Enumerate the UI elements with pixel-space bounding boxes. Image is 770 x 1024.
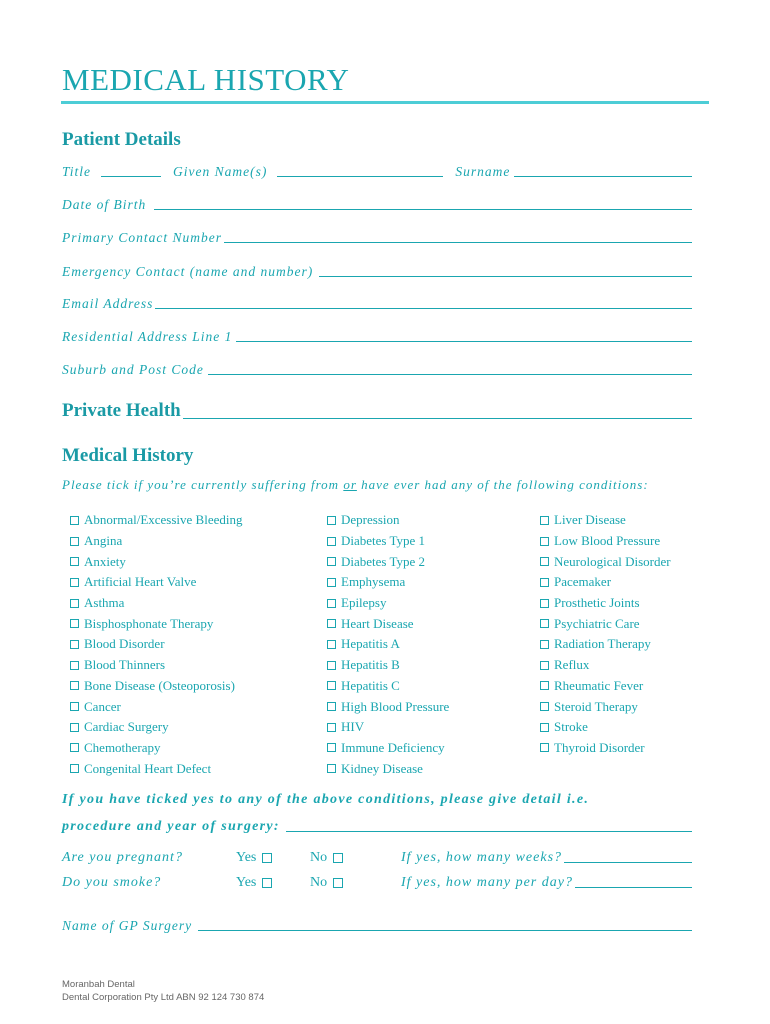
detail-instruction: If you have ticked yes to any of the above conditions, please give detail i.e. [62,792,590,807]
condition-label: Liver Disease [554,512,626,528]
pregnant-yes-checkbox[interactable] [262,853,272,863]
condition-checkbox[interactable] [327,681,336,690]
smoke-yes-checkbox[interactable] [262,878,272,888]
condition-label: Pacemaker [554,574,612,590]
condition-label: Emphysema [341,574,406,590]
smoke-yes[interactable] [236,875,272,891]
condition-label: Neurological Disorder [554,553,671,569]
private-health-row [62,400,692,422]
condition-item[interactable] [540,613,671,634]
condition-checkbox[interactable] [540,723,549,732]
condition-checkbox[interactable] [540,743,549,752]
primary-contact-field[interactable] [224,241,692,243]
condition-checkbox[interactable] [70,640,79,649]
pregnant-followup [401,850,692,866]
surname-field[interactable] [514,175,692,177]
pregnant-no-label: No [310,850,328,865]
condition-item[interactable] [327,655,449,676]
condition-item[interactable] [70,531,243,552]
condition-label: Chemotherapy [84,739,161,755]
condition-item[interactable] [540,655,671,676]
condition-checkbox[interactable] [327,743,336,752]
page-title: MEDICAL HISTORY [62,62,350,97]
smoke-followup-label: If yes, how many per day? [401,875,573,890]
pregnant-weeks-field[interactable] [564,862,692,863]
condition-item[interactable] [70,655,243,676]
condition-item[interactable] [327,676,449,697]
condition-item[interactable] [70,510,243,531]
given-name-field[interactable] [277,176,443,177]
condition-checkbox[interactable] [327,640,336,649]
condition-label: Steroid Therapy [554,698,638,714]
condition-item[interactable] [327,696,449,717]
condition-checkbox[interactable] [70,743,79,752]
condition-item[interactable] [327,593,449,614]
condition-checkbox[interactable] [327,599,336,608]
condition-label: Diabetes Type 2 [341,553,426,569]
condition-item[interactable] [70,676,243,697]
condition-checkbox[interactable] [327,619,336,628]
condition-checkbox[interactable] [70,681,79,690]
condition-label: Artificial Heart Valve [84,574,197,590]
emergency-contact-field[interactable] [319,275,692,277]
condition-checkbox[interactable] [70,537,79,546]
condition-item[interactable] [70,634,243,655]
address-field[interactable] [236,340,692,342]
condition-checkbox[interactable] [540,681,549,690]
condition-label: Anxiety [84,553,126,569]
condition-item[interactable] [70,593,243,614]
conditions-column-3 [540,510,671,758]
condition-label: Depression [341,512,400,528]
pregnant-no[interactable] [310,850,343,866]
condition-label: Bone Disease (Osteoporosis) [84,677,235,693]
condition-item[interactable] [327,758,449,779]
condition-label: Epilepsy [341,595,387,611]
instruction-text-1: Please tick if you’re currently suffering from [62,477,344,492]
dob-row [62,195,692,213]
pregnant-yes[interactable] [236,850,272,866]
condition-label: Blood Thinners [84,657,166,673]
condition-item[interactable] [70,572,243,593]
pregnant-followup-label: If yes, how many weeks? [401,850,563,865]
surname-label: Surname [455,164,511,179]
address-row [62,327,692,345]
condition-checkbox[interactable] [540,557,549,566]
smoke-no[interactable] [310,875,343,891]
condition-checkbox[interactable] [70,661,79,670]
condition-label: Cancer [84,698,121,714]
suburb-label: Suburb and Post Code [62,362,204,377]
condition-checkbox[interactable] [327,557,336,566]
condition-item[interactable] [70,758,243,779]
email-field[interactable] [155,307,692,309]
condition-item[interactable] [540,593,671,614]
gp-row [62,916,692,934]
condition-checkbox[interactable] [540,516,549,525]
smoke-label: Do you smoke? [62,875,162,890]
condition-item[interactable] [70,717,243,738]
primary-contact-label: Primary Contact Number [62,230,222,245]
address-label: Residential Address Line 1 [62,329,233,344]
condition-item[interactable] [327,510,449,531]
condition-label: Prosthetic Joints [554,595,640,611]
condition-label: Asthma [84,595,125,611]
condition-item[interactable] [327,551,449,572]
condition-checkbox[interactable] [70,723,79,732]
title-rule [61,101,709,104]
condition-checkbox[interactable] [540,537,549,546]
condition-label: Thyroid Disorder [554,739,645,755]
condition-label: Hepatitis B [341,657,400,673]
condition-item[interactable] [327,738,449,759]
condition-item[interactable] [540,510,671,531]
smoke-no-checkbox[interactable] [333,878,343,888]
footer [62,978,264,1004]
condition-item[interactable] [327,634,449,655]
condition-label: Low Blood Pressure [554,533,661,549]
condition-checkbox[interactable] [70,764,79,773]
conditions-column-1 [70,510,243,779]
instruction-or: or [343,477,357,492]
condition-checkbox[interactable] [327,764,336,773]
condition-checkbox[interactable] [327,661,336,670]
condition-checkbox[interactable] [540,640,549,649]
condition-checkbox[interactable] [327,516,336,525]
title-field[interactable] [101,176,161,177]
condition-label: Reflux [554,657,590,673]
condition-label: Hepatitis C [341,677,400,693]
condition-checkbox[interactable] [540,619,549,628]
detail-row [62,817,692,835]
conditions-instruction [62,477,649,493]
condition-checkbox[interactable] [540,661,549,670]
condition-item[interactable] [327,531,449,552]
patient-details-heading: Patient Details [62,129,181,150]
smoke-per-day-field[interactable] [575,887,692,888]
condition-checkbox[interactable] [327,578,336,587]
emergency-contact-row [62,262,692,280]
footer-company-abn: Dental Corporation Pty Ltd ABN 92 124 730 874 [62,992,265,1003]
instruction-text-2: have ever had any of the following conditions: [356,477,649,492]
smoke-row [62,875,692,895]
condition-item[interactable] [540,531,671,552]
condition-checkbox[interactable] [70,557,79,566]
condition-item[interactable] [540,676,671,697]
condition-item[interactable] [327,613,449,634]
title-label: Title [62,164,92,179]
condition-label: Kidney Disease [341,760,423,776]
condition-checkbox[interactable] [327,723,336,732]
detail-label: procedure and year of surgery: [62,819,280,834]
condition-item[interactable] [540,696,671,717]
condition-item[interactable] [70,551,243,572]
condition-item[interactable] [327,572,449,593]
condition-label: Bisphosphonate Therapy [84,615,214,631]
condition-checkbox[interactable] [70,599,79,608]
pregnant-label: Are you pregnant? [62,850,183,865]
detail-field[interactable] [286,830,692,832]
pregnant-row [62,850,692,870]
name-row [62,162,692,180]
condition-checkbox[interactable] [540,599,549,608]
given-name-label: Given Name(s) [173,164,268,179]
condition-checkbox[interactable] [540,702,549,711]
condition-label: Stroke [554,719,588,735]
condition-label: Diabetes Type 1 [341,533,426,549]
condition-item[interactable] [540,634,671,655]
private-health-heading: Private Health [62,400,181,421]
condition-item[interactable] [70,696,243,717]
condition-label: Hepatitis A [341,636,400,652]
condition-label: Angina [84,533,123,549]
dob-field[interactable] [154,208,692,210]
condition-label: Rheumatic Fever [554,677,644,693]
private-health-field[interactable] [183,417,692,419]
condition-item[interactable] [540,551,671,572]
condition-item[interactable] [540,572,671,593]
pregnant-no-checkbox[interactable] [333,853,343,863]
smoke-yes-label: Yes [236,875,257,890]
condition-item[interactable] [70,738,243,759]
suburb-field[interactable] [208,373,692,375]
gp-label: Name of GP Surgery [62,918,193,933]
condition-item[interactable] [540,717,671,738]
condition-label: HIV [341,719,365,735]
condition-checkbox[interactable] [70,702,79,711]
condition-item[interactable] [327,717,449,738]
condition-label: High Blood Pressure [341,698,450,714]
suburb-row [62,360,692,378]
pregnant-yes-label: Yes [236,850,257,865]
emergency-contact-label: Emergency Contact (name and number) [62,264,314,279]
condition-label: Congenital Heart Defect [84,760,212,776]
condition-item[interactable] [540,738,671,759]
condition-label: Immune Deficiency [341,739,445,755]
smoke-followup [401,875,692,891]
condition-checkbox[interactable] [540,578,549,587]
condition-checkbox[interactable] [70,578,79,587]
medical-history-heading: Medical History [62,445,194,466]
condition-item[interactable] [70,613,243,634]
condition-label: Blood Disorder [84,636,165,652]
email-row [62,294,692,312]
condition-checkbox[interactable] [327,702,336,711]
email-label: Email Address [62,296,154,311]
conditions-column-2 [327,510,449,779]
condition-checkbox[interactable] [70,619,79,628]
condition-label: Psychiatric Care [554,615,640,631]
primary-contact-row [62,228,692,246]
footer-practice-name: Moranbah Dental [62,979,135,990]
gp-field[interactable] [198,929,692,931]
condition-checkbox[interactable] [327,537,336,546]
condition-label: Cardiac Surgery [84,719,169,735]
smoke-no-label: No [310,875,328,890]
condition-checkbox[interactable] [70,516,79,525]
dob-label: Date of Birth [62,197,147,212]
condition-label: Heart Disease [341,615,414,631]
condition-label: Abnormal/Excessive Bleeding [84,512,243,528]
condition-label: Radiation Therapy [554,636,651,652]
